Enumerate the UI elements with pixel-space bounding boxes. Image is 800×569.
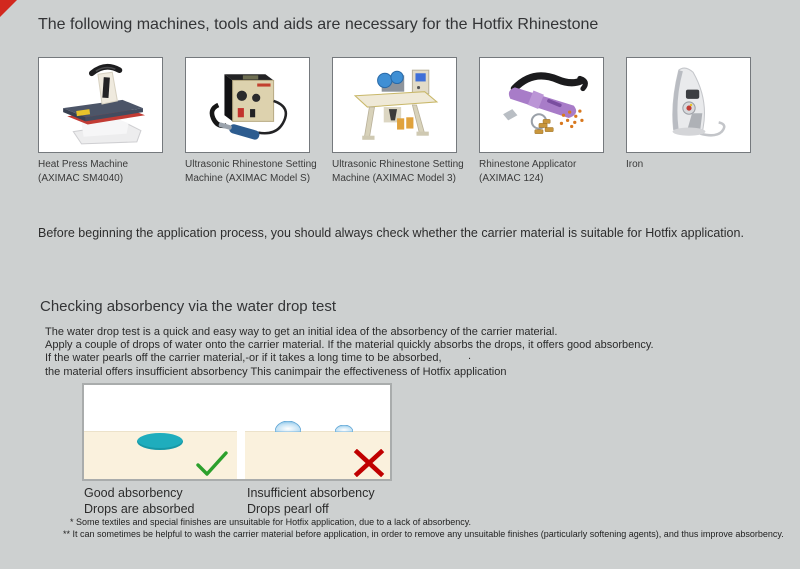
tool-caption: Iron (626, 159, 644, 170)
water-drop-large (275, 421, 301, 432)
tool-card-ultrasonic-model-3 (332, 57, 464, 186)
heat-press-machine-image (38, 57, 163, 153)
water-drop-small (335, 425, 353, 432)
heat-press-machine-icon (44, 62, 158, 148)
ultrasonic-machine-model-3-icon (338, 62, 452, 148)
footnote-1: * Some textiles and special finishes are unsuitable for Hotfix application, due to a lack of absorbency. (70, 517, 472, 527)
ultrasonic-machine-model-3-image (332, 57, 457, 153)
insufficient-absorbency-illustration (245, 385, 390, 479)
good-absorbency-caption: Good absorbency Drops are absorbed (84, 486, 195, 516)
water-drop-test-figure (82, 383, 392, 481)
ultrasonic-machine-model-s-image (185, 57, 310, 153)
rhinestone-applicator-icon (485, 62, 599, 148)
ultrasonic-machine-model-s-icon (191, 62, 305, 148)
tool-card-heat-press (38, 57, 163, 186)
tool-card-iron (626, 57, 751, 186)
intro-text: Before beginning the application process, you should always check whether the carrier material is suitable for Hotfix application. (38, 226, 744, 240)
absorbed-drop (137, 433, 183, 450)
insufficient-absorbency-caption: Insufficient absorbency Drops pearl off (247, 486, 375, 516)
tool-card-ultrasonic-model-s (185, 57, 317, 186)
tool-caption: Ultrasonic Rhinestone Setting Machine (AXIMAC Model S) (185, 159, 317, 184)
cross-icon (353, 449, 385, 477)
checkmark-icon (196, 451, 228, 477)
description-line: The water drop test is a quick and easy way to get an initial idea of the absorbency of the carrier material. (45, 326, 558, 338)
description-line: the material offers insufficient absorbency This canimpair the effectiveness of Hotfix application (45, 365, 507, 378)
description-line: If the water pearls off the carrier material,-or if it takes a long time to be absorbed, (45, 352, 442, 365)
iron-icon (632, 62, 746, 148)
description-line: Apply a couple of drops of water onto the carrier material. If the material quickly absorbs the drops, it offers good absorbency. (45, 339, 654, 352)
section-heading: Checking absorbency via the water drop test (40, 298, 336, 315)
page-title: The following machines, tools and aids are necessary for the Hotfix Rhinestone (38, 16, 599, 33)
red-corner-marker (0, 0, 17, 17)
tools-row (38, 57, 751, 186)
water-drop-test-description (45, 326, 654, 379)
good-absorbency-illustration (84, 385, 237, 479)
tool-caption: Rhinestone Applicator (AXIMAC 124) (479, 159, 577, 184)
tool-card-applicator (479, 57, 604, 186)
tool-caption: Ultrasonic Rhinestone Setting Machine (AXIMAC Model 3) (332, 159, 464, 184)
rhinestone-applicator-image (479, 57, 604, 153)
iron-image (626, 57, 751, 153)
tool-caption: Heat Press Machine (AXIMAC SM4040) (38, 159, 129, 184)
stray-period: . (468, 350, 472, 362)
footnote-2: ** It can sometimes be helpful to wash the carrier material before application, in order to remove any unsuitable finishes (particularly softening agents), and thus improve absorbency. (63, 529, 784, 539)
